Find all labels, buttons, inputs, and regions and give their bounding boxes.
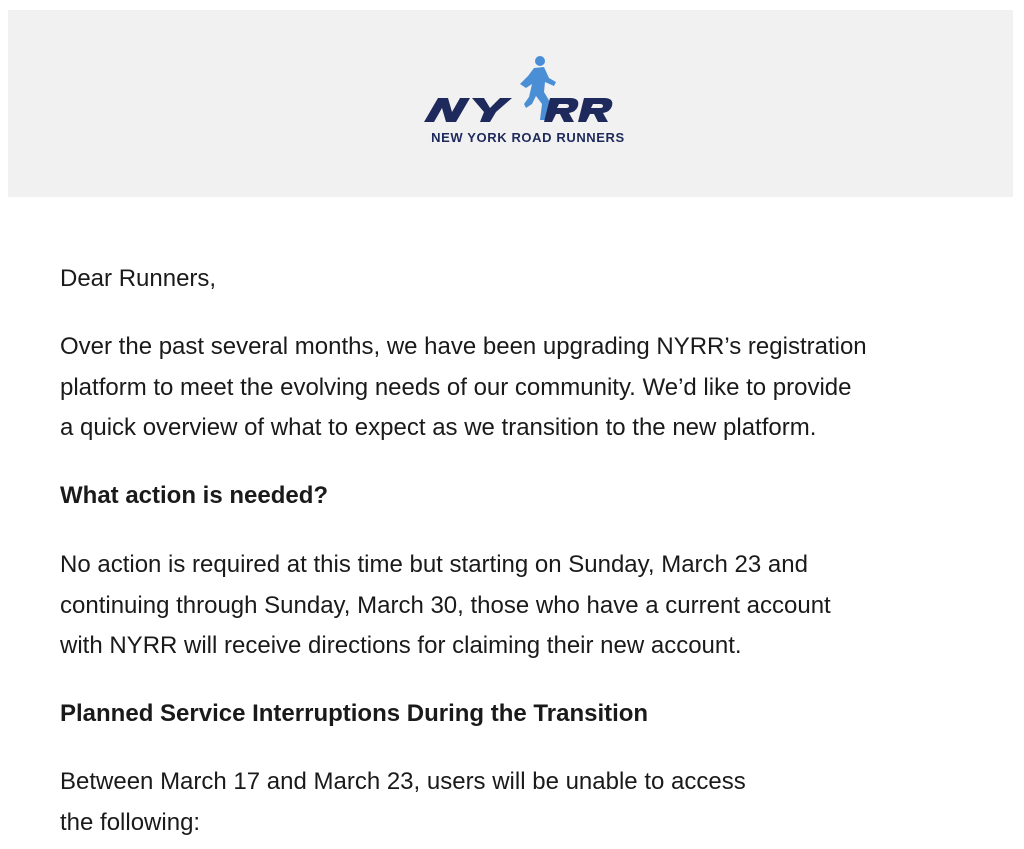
interruptions-line-2: the following:: [60, 808, 201, 836]
logo-letter-n: [424, 98, 470, 122]
email-header-banner: [8, 10, 1013, 197]
intro-line-2: platform to meet the evolving needs of our community. We’d like to provide: [60, 373, 852, 401]
section-heading-service-interruptions: Planned Service Interruptions During the Transition: [60, 700, 649, 727]
greeting: Dear Runners,: [60, 265, 217, 292]
action-line-2: continuing through Sunday, March 30, those who have a current account: [60, 591, 831, 619]
section-heading-action-needed: What action is needed?: [60, 482, 329, 509]
nyrr-logo[interactable]: [418, 54, 638, 150]
action-line-3: with NYRR will receive directions for claiming their new account.: [60, 632, 742, 659]
intro-paragraph: [60, 327, 867, 449]
logo-letter-r2: [578, 98, 612, 122]
interruptions-paragraph: [60, 762, 746, 843]
interruptions-line-1: Between March 17 and March 23, users will be unable to access: [60, 768, 746, 795]
logo-tagline: NEW YORK ROAD RUNNERS: [431, 130, 625, 145]
action-paragraph: [60, 545, 831, 667]
action-line-1: No action is required at this time but starting on Sunday, March 23 and: [60, 551, 808, 578]
intro-line-3: a quick overview of what to expect as we transition to the new platform.: [60, 414, 817, 441]
logo-letter-y: [472, 98, 512, 122]
intro-line-1: Over the past several months, we have been upgrading NYRR’s registration: [60, 333, 867, 360]
logo-letter-r1: [544, 98, 578, 122]
nyrr-logo-mark: [418, 54, 638, 130]
